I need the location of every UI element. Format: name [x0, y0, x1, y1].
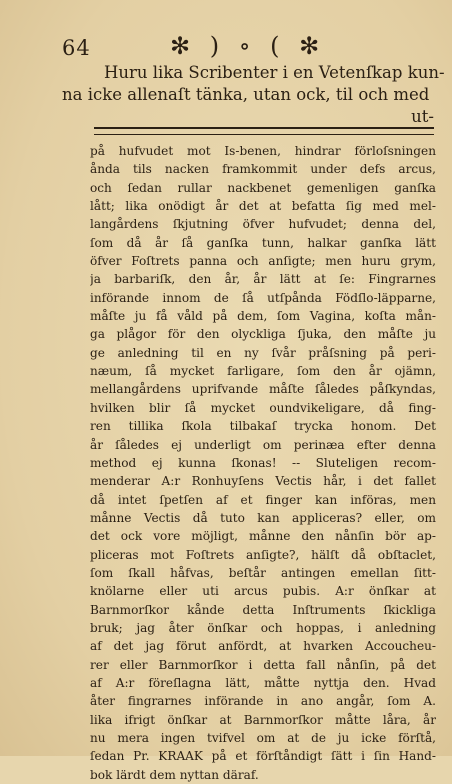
- page-number: 64: [62, 36, 91, 60]
- text-line: ſedan Pr. KRAAK på et förſtåndigt ſätt i ſin Hand-: [90, 749, 436, 764]
- text-line: måſte ju få våld på dem, ſom Vagina, koſta mån-: [90, 309, 436, 324]
- text-line: method ej kunna ſkonas! -- Sluteligen recom-: [90, 455, 436, 470]
- text-line: bok lärdt dem nyttan däraf.: [90, 767, 259, 782]
- text-line: öfver Foſtrets panna och anſigte; men huru grym,: [90, 254, 436, 269]
- header-ornament: ✻ ) ∘ ( ✻: [170, 32, 326, 60]
- horizontal-rule: [94, 127, 434, 135]
- text-line: menderar A:r Ronhuyſens Vectis hår, i det fallet: [90, 474, 436, 489]
- text-line: och ſedan rullar nackbenet gemenligen ganſka: [90, 180, 436, 195]
- text-line: lika ifrigt önſkar at Barnmorſkor måtte låra, år: [90, 712, 436, 727]
- text-line: bruk; jag åter önſkar och hoppas, i anledning: [90, 620, 436, 635]
- text-line: lått; lika onödigt år det at befatta ſig med mel-: [90, 199, 436, 214]
- text-line: ſom då år ſå ganſka tunn, halkar ganſka lätt: [90, 235, 436, 250]
- heading-line: Huru lika Scribenter i en Vetenſkap kun-: [104, 63, 445, 82]
- text-line: nu mera ingen tvifvel om at de ju icke förſtå,: [90, 731, 436, 745]
- text-line: af A:r föreſlagna lätt, måtte nyttja den. Hvad: [90, 675, 436, 690]
- body-text: [90, 142, 436, 784]
- text-line: hvilken blir ſå mycket oundvikeligare, då fing-: [90, 400, 436, 415]
- text-line: ga plågor för den olyckliga ſjuka, den måſte ju: [90, 327, 436, 342]
- text-line: næum, ſå mycket farligare, ſom den år ojämn,: [90, 364, 436, 379]
- text-line: införande innom de ſå utſpånda Födſlo-läpparne,: [90, 290, 436, 305]
- text-line: knölarne eller uti arcus pubis. A:r önſkar at: [90, 584, 436, 599]
- text-line: år ſåledes ej underligt om perinæa efter denna: [90, 437, 436, 452]
- text-line: langårdens ſkjutning öfver hufvudet; denna del,: [90, 217, 436, 232]
- section-heading: [62, 62, 445, 128]
- text-line: pliceras mot Foſtrets anſigte?, hälſt då obſtaclet,: [90, 547, 436, 562]
- text-line: rer eller Barnmorſkor i detta fall nånſin, på det: [90, 657, 436, 672]
- text-line: det ock vore möjligt, månne den nånſin bör ap-: [90, 529, 436, 544]
- text-line: ånda tils nacken framkommit under defs arcus,: [90, 162, 436, 177]
- text-line: ja barbariſk, den år, år lätt at ſe: Fingrarnes: [90, 272, 436, 287]
- text-line: åter fingrarnes införande in ano angår, ſom A.: [90, 694, 436, 709]
- text-line: då intet ſpetſen af et finger kan införas, men: [90, 492, 436, 507]
- text-line: Barnmorſkor kånde detta Inſtruments ſkickliga: [90, 602, 436, 617]
- text-line: på hufvudet mot Is-benen, hindrar förloſsningen: [90, 144, 436, 158]
- text-line: mellangårdens uprifvande måſte ſåledes påſkyndas,: [90, 382, 436, 397]
- text-line: ge anledning til en ny ſvår pråſsning på peri-: [90, 345, 436, 360]
- text-line: af det jag förut anfördt, at hvarken Accoucheu-: [90, 639, 436, 654]
- text-line: ren tillika ſkola tilbakaſ trycka honom. Det: [90, 419, 436, 434]
- heading-line: ut-: [411, 107, 434, 126]
- text-line: månne Vectis då tuto kan appliceras? eller, om: [90, 510, 436, 525]
- text-line: ſom ſkall håfvas, beſtår antingen emellan ſitt-: [90, 565, 436, 580]
- heading-line: na icke allenaſt tänka, utan ock, til och med: [62, 85, 430, 104]
